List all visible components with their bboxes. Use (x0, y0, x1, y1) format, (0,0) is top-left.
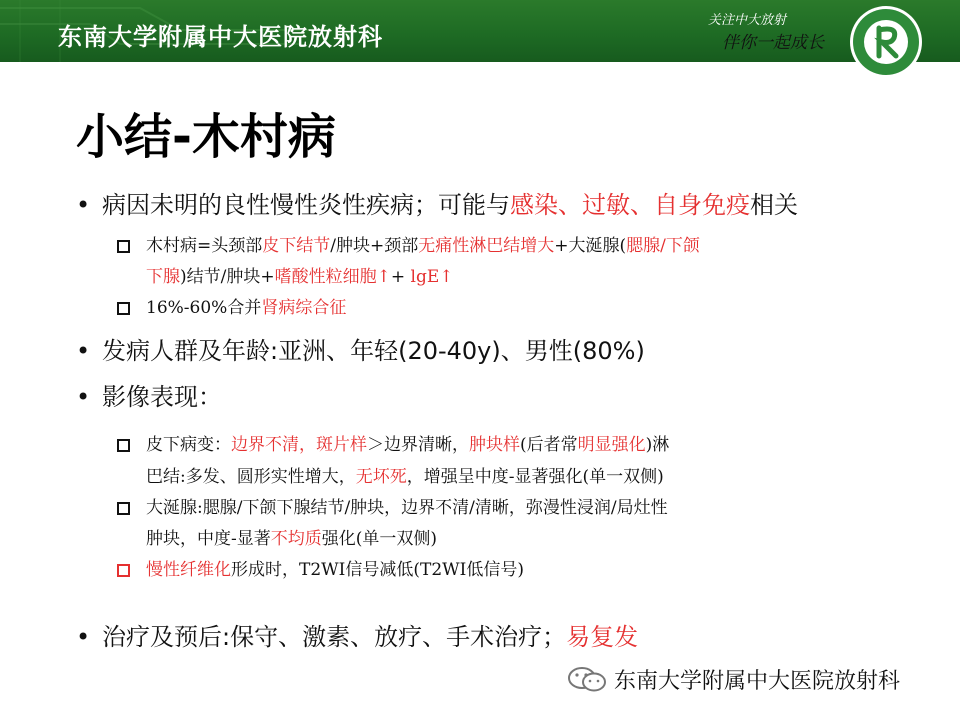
slogan-line-1: 关注中大放射 (708, 13, 787, 28)
highlight-text: 腮腺/下颌 (626, 236, 700, 256)
body-text: (后者常 (520, 435, 578, 455)
checkbox-bullet-icon (117, 439, 130, 452)
bullet-dot-icon: • (76, 623, 91, 651)
body-text: +大涎腺( (554, 236, 627, 256)
highlight-text: lgE↑ (410, 267, 454, 287)
highlight-text: 无痛性淋巴结增大 (418, 236, 555, 256)
checkbox-bullet-icon (117, 302, 130, 315)
bullet-dot-icon: • (76, 337, 91, 365)
body-text: 木村病=头颈部 (146, 236, 263, 256)
bullet-item (76, 382, 222, 412)
slogan (708, 10, 824, 53)
checkbox-bullet-icon (117, 240, 130, 253)
wechat-icon (566, 664, 610, 694)
hospital-logo (846, 4, 926, 82)
sub-item-line (146, 297, 346, 319)
body-text: ，增强呈中度-显著强化(单一双侧) (406, 467, 664, 487)
watermark-text: 东南大学附属中大医院放射科 (614, 669, 901, 694)
bullet-item (76, 336, 645, 366)
highlight-text: 皮下结节 (262, 236, 331, 256)
highlight-text: 嗜酸性粒细胞↑ (274, 267, 391, 287)
sub-item-line (146, 466, 664, 488)
checkbox-bullet-icon (117, 502, 130, 515)
highlight-text: 慢性纤维化 (146, 560, 231, 580)
bullet-item (76, 622, 638, 652)
hospital-name: 东南大学附属中大医院放射科 (58, 22, 383, 51)
body-text: 相关 (750, 191, 798, 219)
sub-item-line (146, 559, 524, 581)
highlight-text: 感染、过敏、自身免疫 (510, 191, 750, 219)
highlight-text: 不均质 (270, 529, 322, 549)
slide-title: 小结-木村病 (76, 109, 336, 165)
body-text: 16%-60%合并 (146, 298, 262, 318)
header-banner (0, 0, 960, 62)
sub-item-line (146, 235, 700, 257)
body-text: 强化(单一双侧) (321, 529, 438, 549)
sub-item-line (146, 266, 454, 288)
bullet-item (76, 190, 798, 220)
highlight-text: 边界不清，斑片样 (231, 435, 367, 455)
sub-item-line (146, 434, 669, 456)
body-text: 影像表现： (102, 383, 222, 411)
highlight-text: 下腺 (146, 267, 180, 287)
highlight-text: 肿块样 (469, 435, 520, 455)
body-text: 巴结:多发、圆形实性增大， (146, 467, 356, 487)
body-text: 皮下病变： (146, 435, 231, 455)
slogan-line-2: 伴你一起成长 (722, 33, 824, 53)
body-text: 病因未明的良性慢性炎性疾病；可能与 (102, 191, 510, 219)
body-text: 发病人群及年龄:亚洲、年轻(20-40y)、男性(80%) (102, 337, 645, 365)
highlight-text: 明显强化 (577, 435, 646, 455)
sub-item-line (146, 528, 437, 550)
highlight-text: 无坏死 (355, 467, 407, 487)
body-text: )结节/肿块+ (180, 267, 275, 287)
checkbox-bullet-icon (117, 564, 130, 577)
body-text: + (390, 267, 411, 287)
body-text: )淋 (645, 435, 670, 455)
bullet-dot-icon: • (76, 383, 91, 411)
body-text: /肿块+颈部 (330, 236, 419, 256)
body-text: ＞边界清晰， (367, 435, 469, 455)
body-text: 治疗及预后:保守、激素、放疗、手术治疗； (102, 623, 567, 651)
body-text: 肿块，中度-显著 (146, 529, 271, 549)
body-text: 形成时，T2WI信号减低(T2WI低信号) (231, 560, 524, 580)
highlight-text: 易复发 (566, 623, 639, 651)
sub-item-line (146, 497, 668, 519)
bullet-dot-icon: • (76, 191, 91, 219)
highlight-text: 肾病综合征 (261, 298, 347, 318)
body-text: 大涎腺:腮腺/下颌下腺结节/肿块，边界不清/清晰，弥漫性浸润/局灶性 (146, 498, 668, 518)
